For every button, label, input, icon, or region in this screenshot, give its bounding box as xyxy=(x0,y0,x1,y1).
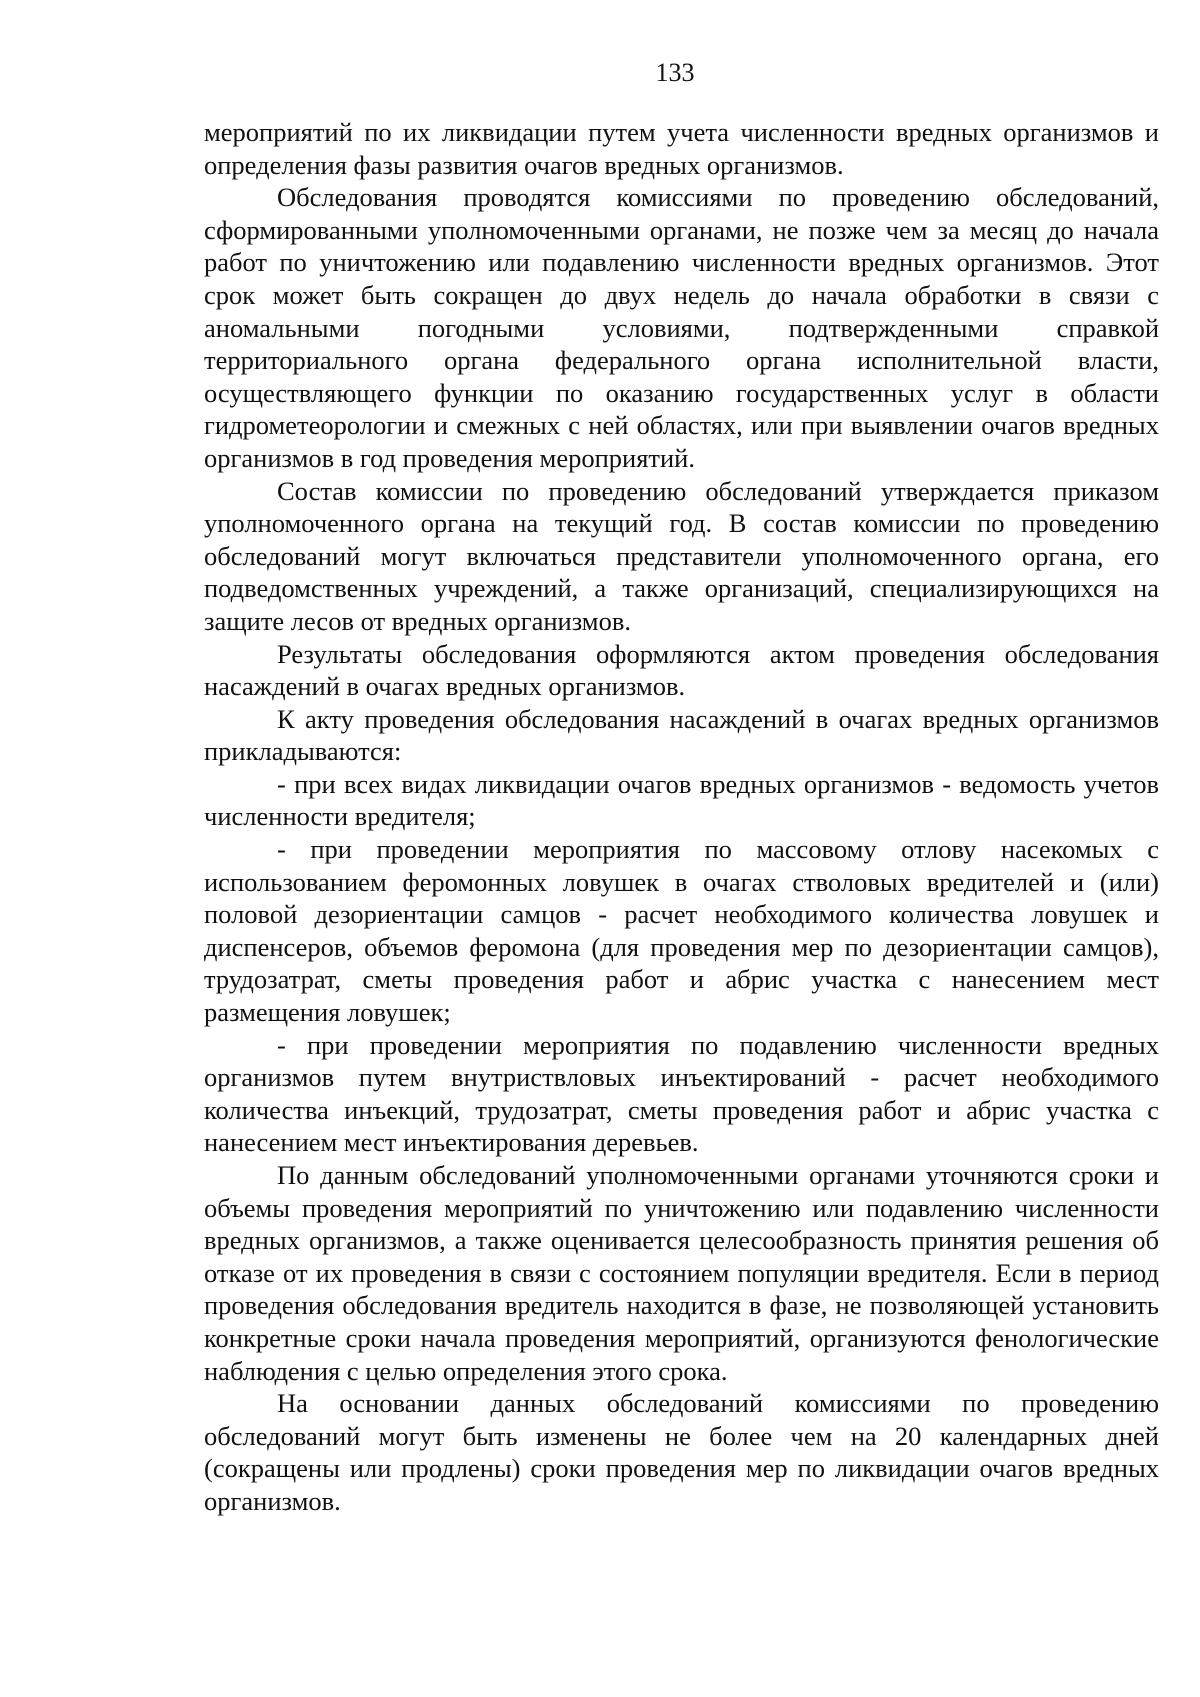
paragraph-results: Результаты обследования оформляются актом проведения обследования насаждений в очагах вредных организмов. xyxy=(204,638,1159,702)
list-item-pheromone-traps: - при проведении мероприятия по массовому отлову насекомых с использованием феромонных ловушек в очагах стволовых вредителей и (или) половой дезориентации самцов - расчет необходимого количества ловушек и диспенсеров, объемов феромона (для проведения мер по дезориентации самцов), трудозатрат, сметы проведения работ и абрис участка с нанесением мест размещения ловушек; xyxy=(204,834,1159,1028)
paragraph-deadline-change: На основании данных обследований комиссиями по проведению обследований могут быть изменены не более чем на 20 календарных дней (сокращены или продлены) сроки проведения мер по ликвидации очагов вредных организмов. xyxy=(204,1388,1159,1516)
paragraph-attachments-intro: К акту проведения обследования насаждений в очагах вредных организмов прикладываются: xyxy=(204,703,1159,767)
paragraph-commission: Состав комиссии по проведению обследований утверждается приказом уполномоченного органа на текущий год. В состав комиссии по проведению обследований могут включаться представители уполномоченного органа, его подведомственных учреждений, а также организаций, специализирующихся на защите лесов от вредных организмов. xyxy=(204,475,1159,636)
list-item-pest-count: - при всех видах ликвидации очагов вредных организмов - ведомость учетов численности вредителя; xyxy=(204,768,1159,832)
page-number: 133 xyxy=(655,58,695,87)
list-item-injections: - при проведении мероприятия по подавлению численности вредных организмов путем внутриствловых инъектирований - расчет необходимого количества инъекций, трудозатрат, сметы проведения работ и абрис участка с нанесением мест инъектирования деревьев. xyxy=(204,1029,1159,1158)
paragraph-survey-data: По данным обследований уполномоченными органами уточняются сроки и объемы проведения мероприятий по уничтожению или подавлению численности вредных организмов, а также оценивается целесообразность принятия решения об отказе от их проведения в связи с состоянием популяции вредителя. Если в период проведения обследования вредитель находится в фазе, не позволяющей установить конкретные сроки начала проведения мероприятий, организуются фенологические наблюдения с целью определения этого срока. xyxy=(204,1160,1159,1386)
paragraph-continuation: мероприятий по их ликвидации путем учета численности вредных организмов и определения фазы развития очагов вредных организмов. xyxy=(204,117,1159,180)
paragraph-surveys: Обследования проводятся комиссиями по проведению обследований, сформированными уполномоченными органами, не позже чем за месяц до начала работ по уничтожению или подавлению численности вредных организмов. Этот срок может быть сокращен до двух недель до начала обработки в связи с аномальными погодными условиями, подтвержденными справкой территориального органа федерального органа исполнительной власти, осуществляющего функции по оказанию государственных услуг в области гидрометеорологии и смежных с ней областях, или при выявлении очагов вредных организмов в год проведения мероприятий. xyxy=(204,182,1159,473)
document-body xyxy=(204,116,1159,1518)
